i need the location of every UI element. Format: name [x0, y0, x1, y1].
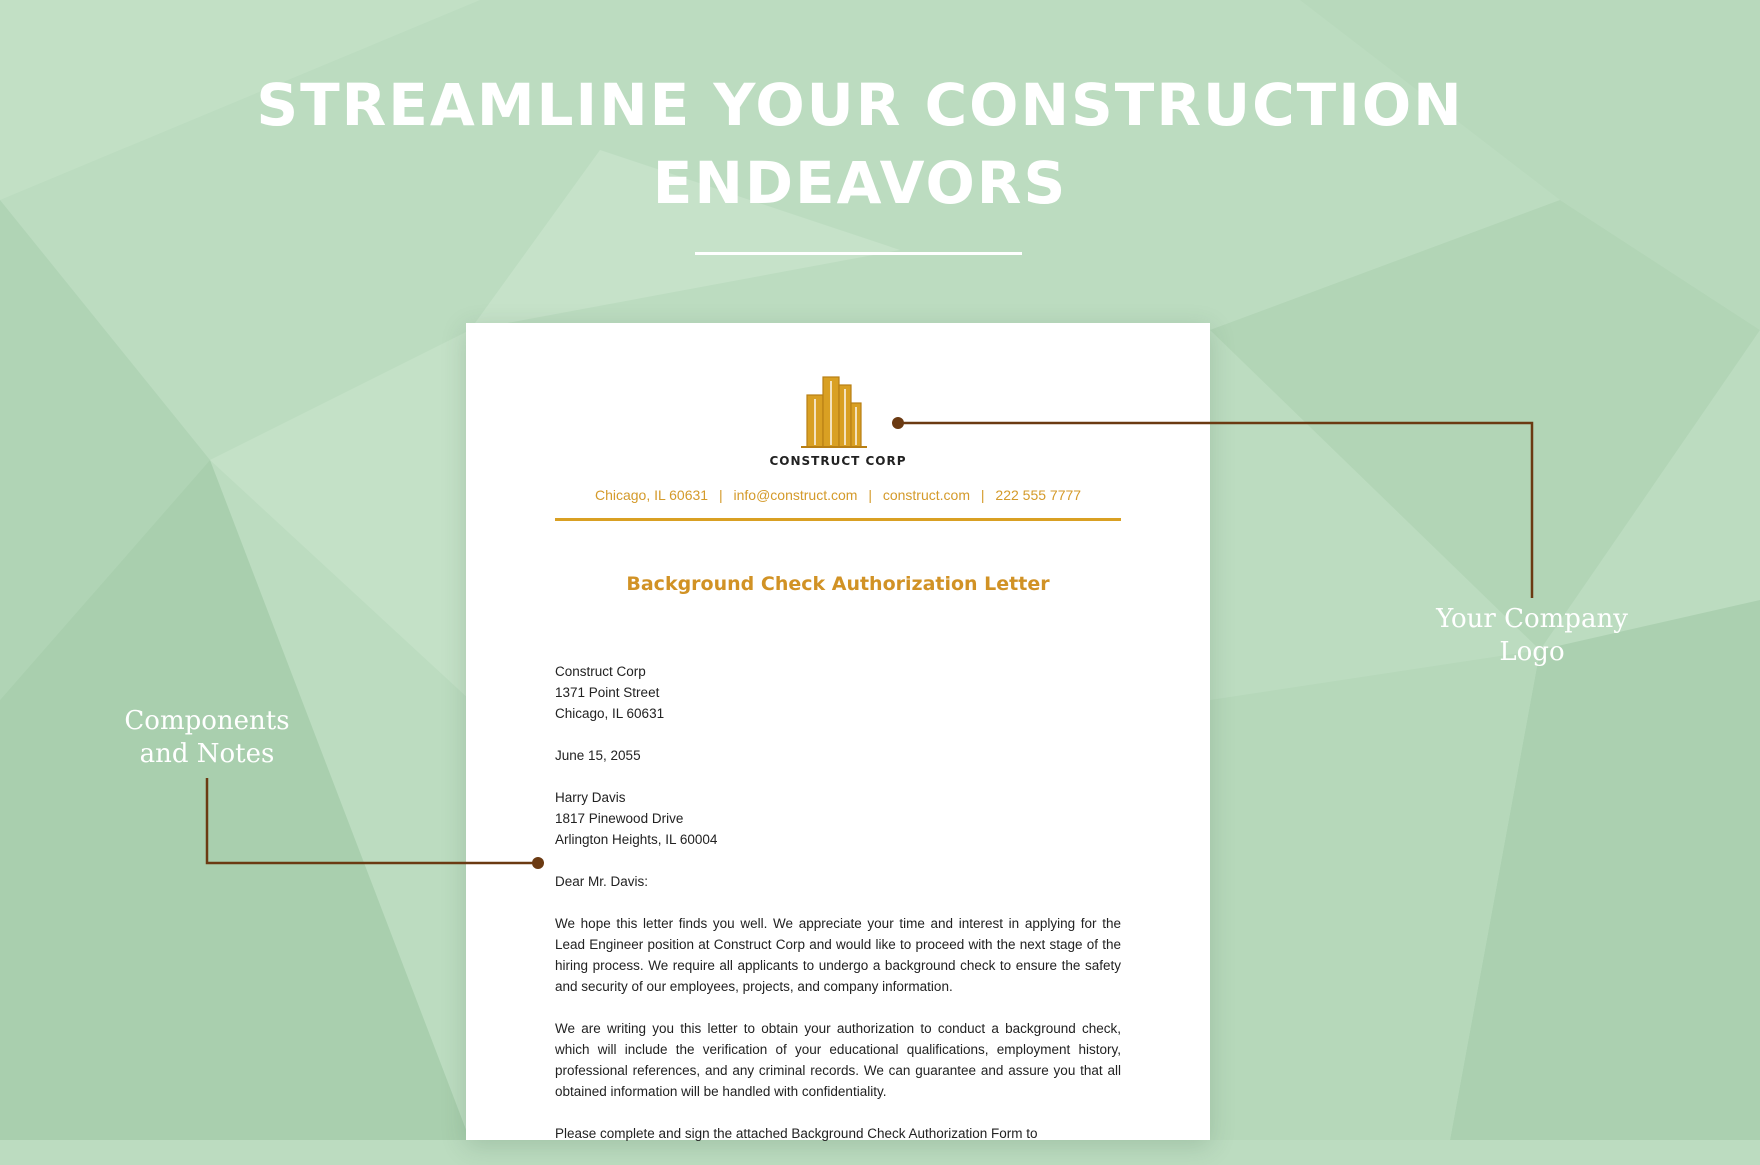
sender-line: 1371 Point Street: [555, 685, 660, 700]
company-name: CONSTRUCT CORP: [769, 454, 907, 468]
headline-divider: [695, 252, 1022, 255]
body-paragraph: We are writing you this letter to obtain your authorization to conduct a background check, which will include the verification of your educational qualifications, employment history, professional references, and any criminal records. We can guarantee and assure you that all obtained information will be handled with confidentiality.: [555, 1021, 1121, 1099]
body-paragraph: Please complete and sign the attached Background Check Authorization Form to: [555, 1126, 1038, 1141]
components-callout-label: [87, 705, 327, 771]
logo-callout-line-1: Your Company: [1436, 604, 1628, 634]
recipient-line: Harry Davis: [555, 790, 626, 805]
recipient-line: 1817 Pinewood Drive: [555, 811, 684, 826]
body-paragraph: We hope this letter finds you well. We appreciate your time and interest in applying for the Lead Engineer position at Construct Corp and would like to proceed with the next stage of the hiring process. We require all applicants to undergo a background check to ensure the safety and security of our employees, projects, and company information.: [555, 916, 1121, 994]
letter-body: [555, 661, 1121, 1165]
sender-address: [555, 661, 1121, 724]
headline: [0, 66, 1720, 222]
contact-website: construct.com: [882, 487, 970, 503]
headline-line-2: ENDEAVORS: [652, 149, 1068, 217]
letter-page: [466, 323, 1210, 1140]
building-logo-icon: [801, 373, 867, 449]
recipient-line: Arlington Heights, IL 60004: [555, 832, 718, 847]
components-callout-line-1: Components: [124, 706, 290, 736]
contact-separator: |: [980, 487, 985, 503]
letter-date: June 15, 2055: [555, 748, 641, 763]
sender-line: Construct Corp: [555, 664, 646, 679]
contact-row: [466, 487, 1210, 503]
logo-callout-line-2: Logo: [1499, 637, 1565, 667]
document-title: Background Check Authorization Letter: [626, 573, 1050, 595]
logo-callout-label: [1382, 603, 1682, 669]
recipient-address: [555, 787, 1121, 850]
sender-line: Chicago, IL 60631: [555, 706, 665, 721]
contact-separator: |: [868, 487, 872, 503]
contact-phone: 222 555 7777: [995, 487, 1082, 503]
contact-separator: |: [718, 487, 723, 503]
headline-line-1: STREAMLINE YOUR CONSTRUCTION: [256, 71, 1464, 139]
contact-email: info@construct.com: [733, 487, 858, 503]
components-callout-line-2: and Notes: [139, 739, 275, 769]
salutation: Dear Mr. Davis:: [555, 874, 649, 889]
letterhead-divider: [555, 518, 1121, 521]
contact-city: Chicago, IL 60631: [594, 487, 709, 503]
